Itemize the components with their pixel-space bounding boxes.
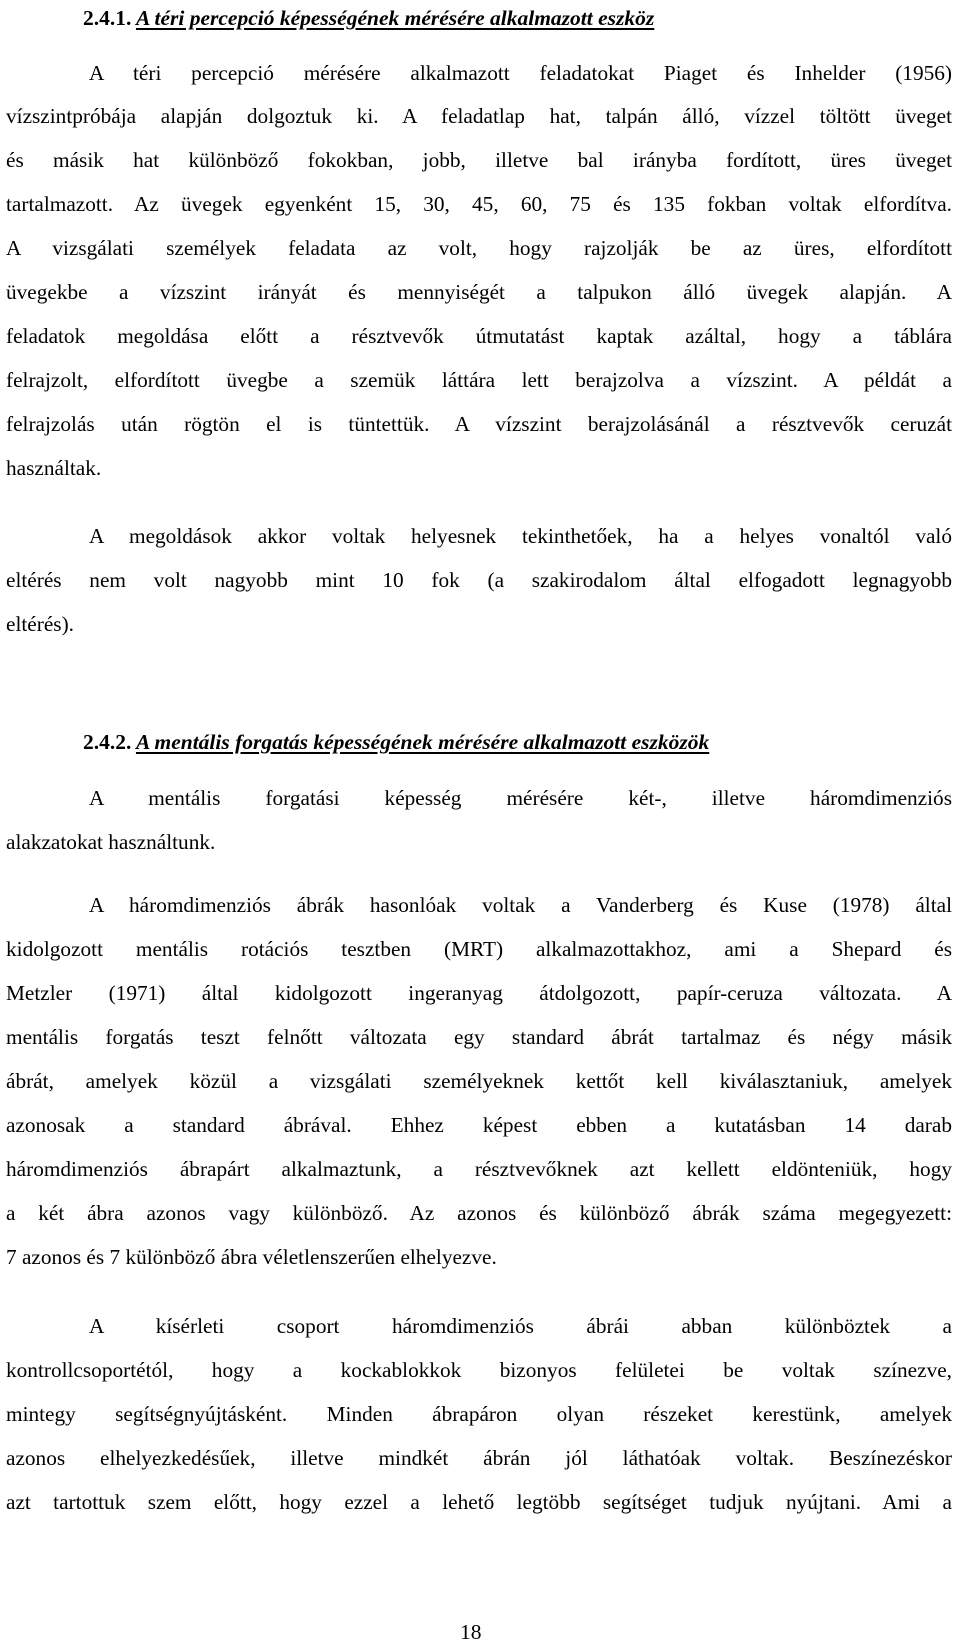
text-line: ábrát, amelyek közül a vizsgálati személyeknek kettőt kell kiválasztaniuk, amelyek (6, 1069, 952, 1093)
text-line: használtak. (6, 456, 102, 480)
text-line: azt tartottuk szem előtt, hogy ezzel a lehető legtöbb segítséget tudjuk nyújtani. Ami a (6, 1490, 952, 1514)
text-line: mentális forgatás teszt felnőtt változata egy standard ábrát tartalmaz és négy másik (6, 1025, 952, 1049)
section-number: 2.4.1. (83, 6, 132, 30)
text-line: a két ábra azonos vagy különböző. Az azonos és különböző ábrák száma megegyezett: (6, 1201, 952, 1225)
text-line: felrajzolt, elfordított üvegbe a szemük láttára lett berajzolva a vízszint. A példát a (6, 368, 952, 392)
text-line: mintegy segítségnyújtásként. Minden ábrapáron olyan részeket kerestünk, amelyek (6, 1402, 952, 1426)
text-line: kidolgozott mentális rotációs tesztben (MRT) alkalmazottakhoz, ami a Shepard és (6, 937, 952, 961)
text-line: azonosak a standard ábrával. Ehhez képest ebben a kutatásban 14 darab (6, 1113, 952, 1137)
text-line: A háromdimenziós ábrák hasonlóak voltak a Vanderberg és Kuse (1978) által (89, 893, 952, 917)
text-line: kontrollcsoportétól, hogy a kockablokkok bizonyos felületei be voltak színezve, (6, 1358, 952, 1382)
text-line: üvegekbe a vízszint irányát és mennyiségét a talpukon álló üvegek alapján. A (6, 280, 952, 304)
section-title: A téri percepció képességének mérésére alkalmazott eszköz (135, 6, 655, 30)
text-line: és másik hat különböző fokokban, jobb, illetve bal irányba fordított, üres üveget (6, 148, 952, 172)
text-line: A téri percepció mérésére alkalmazott feladatokat Piaget és Inhelder (1956) (89, 61, 952, 85)
text-line: A kísérleti csoport háromdimenziós ábrái abban különböztek a (89, 1314, 952, 1338)
text-line: eltérés). (6, 612, 74, 636)
section-number: 2.4.2. (83, 730, 132, 754)
section-title: A mentális forgatás képességének mérésére alkalmazott eszközök (135, 730, 710, 754)
text-line: alakzatokat használtunk. (6, 830, 216, 854)
text-line: 7 azonos és 7 különböző ábra véletlenszerűen elhelyezve. (6, 1245, 497, 1269)
section-heading-2-4-1 (83, 8, 654, 30)
text-line: A mentális forgatási képesség mérésére két-, illetve háromdimenziós (89, 786, 952, 810)
page-number: 18 (460, 1620, 482, 1644)
text-line: eltérés nem volt nagyobb mint 10 fok (a szakirodalom által elfogadott legnagyobb (6, 568, 952, 592)
text-line: felrajzolás után rögtön el is tüntettük. A vízszint berajzolásánál a résztvevők ceruzát (6, 412, 952, 436)
text-line: A megoldások akkor voltak helyesnek tekinthetőek, ha a helyes vonaltól való (89, 524, 952, 548)
text-line: feladatok megoldása előtt a résztvevők útmutatást kaptak azáltal, hogy a táblára (6, 324, 952, 348)
text-line: A vizsgálati személyek feladata az volt, hogy rajzolják be az üres, elfordított (6, 236, 952, 260)
text-line: vízszintpróbája alapján dolgoztuk ki. A feladatlap hat, talpán álló, vízzel töltött üveget (6, 104, 952, 128)
text-line: azonos elhelyezkedésűek, illetve mindkét ábrán jól láthatóak voltak. Beszínezéskor (6, 1446, 952, 1470)
section-heading-2-4-2 (83, 732, 709, 754)
text-line: háromdimenziós ábrapárt alkalmaztunk, a résztvevőknek azt kellett eldönteniük, hogy (6, 1157, 952, 1181)
text-line: Metzler (1971) által kidolgozott ingeranyag átdolgozott, papír-ceruza változata. A (6, 981, 952, 1005)
text-line: tartalmazott. Az üvegek egyenként 15, 30, 45, 60, 75 és 135 fokban voltak elfordítva. (6, 192, 952, 216)
